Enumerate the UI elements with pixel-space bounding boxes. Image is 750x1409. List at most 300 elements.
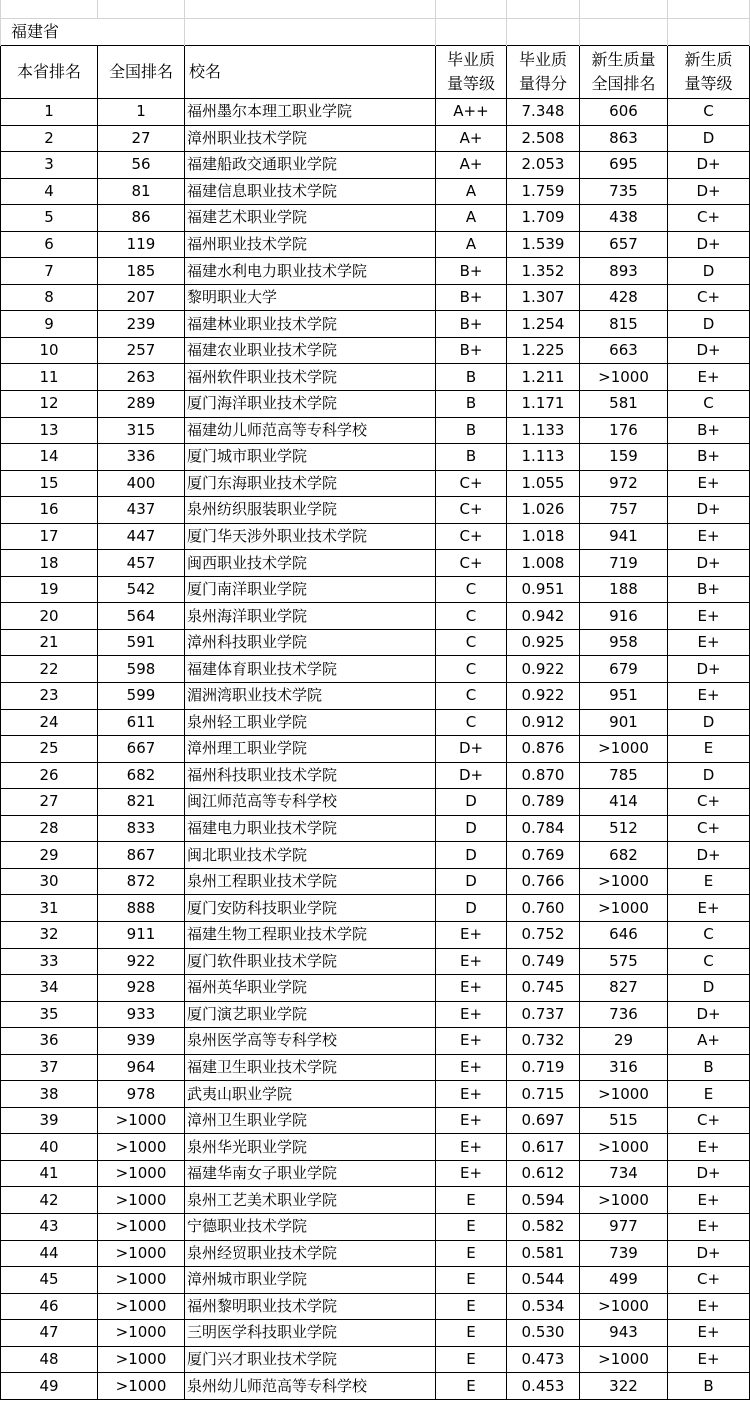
cell-national-rank[interactable]: 682 <box>98 762 185 789</box>
cell-grad-score[interactable]: 0.922 <box>507 656 580 683</box>
cell-province-rank[interactable]: 34 <box>1 975 98 1002</box>
cell-province-rank[interactable]: 23 <box>1 683 98 710</box>
cell-national-rank[interactable]: 27 <box>98 125 185 152</box>
cell-fresh-rank[interactable]: 657 <box>580 231 668 258</box>
cell-national-rank[interactable]: 978 <box>98 1081 185 1108</box>
cell-fresh-grade[interactable]: A+ <box>668 1028 750 1055</box>
cell-school-name[interactable]: 宁德职业技术学院 <box>185 1213 436 1240</box>
cell-fresh-rank[interactable]: 757 <box>580 497 668 524</box>
cell-grad-score[interactable]: 0.612 <box>507 1160 580 1187</box>
cell-province-rank[interactable]: 37 <box>1 1054 98 1081</box>
cell-grad-score[interactable]: 0.942 <box>507 603 580 630</box>
cell-grad-grade[interactable]: C+ <box>436 470 507 497</box>
cell-school-name[interactable]: 黎明职业大学 <box>185 284 436 311</box>
cell-fresh-grade[interactable]: C <box>668 99 750 126</box>
cell-province-rank[interactable]: 18 <box>1 550 98 577</box>
cell-grad-score[interactable]: 2.053 <box>507 152 580 179</box>
cell-school-name[interactable]: 厦门安防科技职业学院 <box>185 895 436 922</box>
cell-grad-grade[interactable]: D <box>436 815 507 842</box>
cell-grad-score[interactable]: 0.737 <box>507 1001 580 1028</box>
cell-national-rank[interactable]: >1000 <box>98 1134 185 1161</box>
cell-fresh-grade[interactable]: D <box>668 975 750 1002</box>
cell-grad-grade[interactable]: B <box>436 444 507 471</box>
cell-fresh-rank[interactable]: 646 <box>580 921 668 948</box>
cell-fresh-grade[interactable]: B+ <box>668 417 750 444</box>
cell-grad-score[interactable]: 0.594 <box>507 1187 580 1214</box>
cell-province-rank[interactable]: 3 <box>1 152 98 179</box>
cell-fresh-rank[interactable]: 958 <box>580 629 668 656</box>
cell-national-rank[interactable]: 185 <box>98 258 185 285</box>
cell-province-rank[interactable]: 12 <box>1 391 98 418</box>
cell-province-rank[interactable]: 44 <box>1 1240 98 1267</box>
cell-grad-grade[interactable]: A+ <box>436 125 507 152</box>
cell-grad-grade[interactable]: A <box>436 205 507 232</box>
cell-province-rank[interactable]: 8 <box>1 284 98 311</box>
cell-national-rank[interactable]: 867 <box>98 842 185 869</box>
cell-school-name[interactable]: 泉州工程职业技术学院 <box>185 868 436 895</box>
cell-fresh-grade[interactable]: D+ <box>668 550 750 577</box>
cell-grad-grade[interactable]: C <box>436 629 507 656</box>
cell-grad-score[interactable]: 1.352 <box>507 258 580 285</box>
cell-school-name[interactable]: 泉州纺织服装职业学院 <box>185 497 436 524</box>
cell-grad-grade[interactable]: D <box>436 868 507 895</box>
cell-school-name[interactable]: 漳州理工职业学院 <box>185 736 436 763</box>
cell-school-name[interactable]: 厦门海洋职业技术学院 <box>185 391 436 418</box>
cell-province-rank[interactable]: 19 <box>1 576 98 603</box>
cell-school-name[interactable]: 福建船政交通职业学院 <box>185 152 436 179</box>
cell-grad-grade[interactable]: A <box>436 231 507 258</box>
cell-grad-score[interactable]: 2.508 <box>507 125 580 152</box>
cell-fresh-grade[interactable]: E <box>668 736 750 763</box>
cell-grad-score[interactable]: 0.769 <box>507 842 580 869</box>
cell-school-name[interactable]: 厦门兴才职业技术学院 <box>185 1346 436 1373</box>
cell-grad-score[interactable]: 1.026 <box>507 497 580 524</box>
cell-grad-grade[interactable]: E <box>436 1346 507 1373</box>
cell-school-name[interactable]: 三明医学科技职业学院 <box>185 1320 436 1347</box>
cell-national-rank[interactable]: 667 <box>98 736 185 763</box>
cell-province-rank[interactable]: 7 <box>1 258 98 285</box>
cell-fresh-rank[interactable]: 499 <box>580 1267 668 1294</box>
cell-province-rank[interactable]: 21 <box>1 629 98 656</box>
cell-fresh-rank[interactable]: 736 <box>580 1001 668 1028</box>
cell-school-name[interactable]: 厦门城市职业学院 <box>185 444 436 471</box>
cell-grad-grade[interactable]: A++ <box>436 99 507 126</box>
cell-grad-score[interactable]: 0.530 <box>507 1320 580 1347</box>
cell-fresh-grade[interactable]: E+ <box>668 895 750 922</box>
cell-province-rank[interactable]: 16 <box>1 497 98 524</box>
cell-grad-grade[interactable]: C <box>436 709 507 736</box>
cell-grad-grade[interactable]: E+ <box>436 1107 507 1134</box>
cell-national-rank[interactable]: 289 <box>98 391 185 418</box>
cell-fresh-rank[interactable]: 719 <box>580 550 668 577</box>
cell-fresh-rank[interactable]: 815 <box>580 311 668 338</box>
cell-national-rank[interactable]: >1000 <box>98 1187 185 1214</box>
cell-province-rank[interactable]: 1 <box>1 99 98 126</box>
header-grad-score[interactable] <box>507 46 580 99</box>
cell-school-name[interactable]: 泉州经贸职业技术学院 <box>185 1240 436 1267</box>
cell-grad-grade[interactable]: E <box>436 1267 507 1294</box>
header-school[interactable]: 校名 <box>185 46 436 99</box>
cell-fresh-rank[interactable]: 695 <box>580 152 668 179</box>
cell-grad-score[interactable]: 0.697 <box>507 1107 580 1134</box>
cell-province-rank[interactable]: 13 <box>1 417 98 444</box>
cell-fresh-rank[interactable]: 575 <box>580 948 668 975</box>
cell-grad-grade[interactable]: E+ <box>436 921 507 948</box>
cell-grad-score[interactable]: 1.539 <box>507 231 580 258</box>
cell-fresh-grade[interactable]: E+ <box>668 1293 750 1320</box>
cell-grad-grade[interactable]: E+ <box>436 1054 507 1081</box>
cell-school-name[interactable]: 福建水利电力职业技术学院 <box>185 258 436 285</box>
cell-fresh-grade[interactable]: E+ <box>668 683 750 710</box>
cell-grad-grade[interactable]: D <box>436 789 507 816</box>
cell-school-name[interactable]: 福建卫生职业技术学院 <box>185 1054 436 1081</box>
cell-national-rank[interactable]: 315 <box>98 417 185 444</box>
cell-fresh-rank[interactable]: 606 <box>580 99 668 126</box>
cell-school-name[interactable]: 福建华南女子职业学院 <box>185 1160 436 1187</box>
cell-grad-score[interactable]: 1.225 <box>507 337 580 364</box>
cell-school-name[interactable]: 福建农业职业技术学院 <box>185 337 436 364</box>
cell-fresh-rank[interactable]: 893 <box>580 258 668 285</box>
cell-grad-score[interactable]: 0.922 <box>507 683 580 710</box>
cell-national-rank[interactable]: 599 <box>98 683 185 710</box>
cell-fresh-rank[interactable]: 581 <box>580 391 668 418</box>
cell-fresh-grade[interactable]: E+ <box>668 1346 750 1373</box>
cell-grad-grade[interactable]: E <box>436 1373 507 1400</box>
cell-fresh-rank[interactable]: >1000 <box>580 1346 668 1373</box>
cell-province-rank[interactable]: 20 <box>1 603 98 630</box>
cell-grad-grade[interactable]: D+ <box>436 736 507 763</box>
cell-school-name[interactable]: 福州职业技术学院 <box>185 231 436 258</box>
cell-fresh-grade[interactable]: D <box>668 125 750 152</box>
cell-national-rank[interactable]: 939 <box>98 1028 185 1055</box>
cell-national-rank[interactable]: 336 <box>98 444 185 471</box>
cell-national-rank[interactable]: 207 <box>98 284 185 311</box>
cell-grad-score[interactable]: 0.617 <box>507 1134 580 1161</box>
cell-grad-score[interactable]: 0.453 <box>507 1373 580 1400</box>
cell-fresh-rank[interactable]: 322 <box>580 1373 668 1400</box>
cell-fresh-grade[interactable]: B <box>668 1054 750 1081</box>
cell-fresh-rank[interactable]: >1000 <box>580 1293 668 1320</box>
cell-province-rank[interactable]: 28 <box>1 815 98 842</box>
cell-fresh-grade[interactable]: C+ <box>668 1267 750 1294</box>
cell-school-name[interactable]: 厦门东海职业技术学院 <box>185 470 436 497</box>
cell-school-name[interactable]: 福州英华职业学院 <box>185 975 436 1002</box>
cell-fresh-rank[interactable]: 316 <box>580 1054 668 1081</box>
cell-fresh-grade[interactable]: C+ <box>668 815 750 842</box>
cell-grad-grade[interactable]: E <box>436 1320 507 1347</box>
cell-school-name[interactable]: 厦门南洋职业学院 <box>185 576 436 603</box>
cell-fresh-grade[interactable]: E <box>668 868 750 895</box>
cell-school-name[interactable]: 漳州科技职业学院 <box>185 629 436 656</box>
cell-school-name[interactable]: 漳州职业技术学院 <box>185 125 436 152</box>
cell-fresh-grade[interactable]: D+ <box>668 231 750 258</box>
cell-grad-score[interactable]: 1.113 <box>507 444 580 471</box>
cell-national-rank[interactable]: >1000 <box>98 1320 185 1347</box>
cell-province-rank[interactable]: 48 <box>1 1346 98 1373</box>
cell-school-name[interactable]: 闽江师范高等专科学校 <box>185 789 436 816</box>
cell-grad-grade[interactable]: E+ <box>436 1081 507 1108</box>
cell-fresh-grade[interactable]: B <box>668 1373 750 1400</box>
cell-fresh-grade[interactable]: E+ <box>668 1320 750 1347</box>
cell-national-rank[interactable]: 928 <box>98 975 185 1002</box>
cell-fresh-rank[interactable]: >1000 <box>580 1081 668 1108</box>
cell-national-rank[interactable]: 964 <box>98 1054 185 1081</box>
cell-grad-grade[interactable]: E <box>436 1213 507 1240</box>
cell-fresh-rank[interactable]: 159 <box>580 444 668 471</box>
cell-grad-grade[interactable]: B+ <box>436 258 507 285</box>
cell-fresh-grade[interactable]: D+ <box>668 178 750 205</box>
cell-national-rank[interactable]: 564 <box>98 603 185 630</box>
cell-province-rank[interactable]: 14 <box>1 444 98 471</box>
cell-grad-grade[interactable]: E <box>436 1293 507 1320</box>
cell-grad-score[interactable]: 0.760 <box>507 895 580 922</box>
cell-fresh-rank[interactable]: >1000 <box>580 895 668 922</box>
cell-national-rank[interactable]: >1000 <box>98 1346 185 1373</box>
cell-fresh-grade[interactable]: D+ <box>668 656 750 683</box>
cell-school-name[interactable]: 泉州轻工职业学院 <box>185 709 436 736</box>
cell-grad-score[interactable]: 0.912 <box>507 709 580 736</box>
cell-fresh-rank[interactable]: 682 <box>580 842 668 869</box>
cell-province-rank[interactable]: 43 <box>1 1213 98 1240</box>
cell-national-rank[interactable]: 400 <box>98 470 185 497</box>
cell-fresh-rank[interactable]: 428 <box>580 284 668 311</box>
cell-fresh-grade[interactable]: C <box>668 921 750 948</box>
cell-national-rank[interactable]: 457 <box>98 550 185 577</box>
cell-school-name[interactable]: 福建信息职业技术学院 <box>185 178 436 205</box>
cell-province-rank[interactable]: 11 <box>1 364 98 391</box>
cell-province-rank[interactable]: 22 <box>1 656 98 683</box>
cell-grad-grade[interactable]: D <box>436 895 507 922</box>
cell-fresh-rank[interactable]: 901 <box>580 709 668 736</box>
cell-grad-score[interactable]: 0.784 <box>507 815 580 842</box>
cell-grad-grade[interactable]: E <box>436 1240 507 1267</box>
cell-fresh-grade[interactable]: D <box>668 311 750 338</box>
cell-grad-score[interactable]: 0.925 <box>507 629 580 656</box>
cell-province-rank[interactable]: 38 <box>1 1081 98 1108</box>
cell-grad-score[interactable]: 0.752 <box>507 921 580 948</box>
cell-province-rank[interactable]: 9 <box>1 311 98 338</box>
cell-national-rank[interactable]: 922 <box>98 948 185 975</box>
cell-fresh-rank[interactable]: >1000 <box>580 1134 668 1161</box>
cell-school-name[interactable]: 福州墨尔本理工职业学院 <box>185 99 436 126</box>
cell-grad-grade[interactable]: E+ <box>436 1134 507 1161</box>
cell-province-rank[interactable]: 5 <box>1 205 98 232</box>
cell-province-rank[interactable]: 42 <box>1 1187 98 1214</box>
cell-grad-grade[interactable]: E+ <box>436 1028 507 1055</box>
cell-province-rank[interactable]: 40 <box>1 1134 98 1161</box>
cell-grad-score[interactable]: 1.254 <box>507 311 580 338</box>
cell-fresh-grade[interactable]: B+ <box>668 444 750 471</box>
cell-fresh-rank[interactable]: 512 <box>580 815 668 842</box>
cell-province-rank[interactable]: 6 <box>1 231 98 258</box>
cell-grad-score[interactable]: 0.732 <box>507 1028 580 1055</box>
cell-fresh-grade[interactable]: E <box>668 1081 750 1108</box>
cell-grad-grade[interactable]: E+ <box>436 1160 507 1187</box>
cell-grad-grade[interactable]: D <box>436 842 507 869</box>
cell-fresh-grade[interactable]: D <box>668 258 750 285</box>
cell-province-rank[interactable]: 36 <box>1 1028 98 1055</box>
cell-fresh-rank[interactable]: 438 <box>580 205 668 232</box>
cell-fresh-grade[interactable]: D <box>668 762 750 789</box>
cell-fresh-grade[interactable]: D+ <box>668 337 750 364</box>
cell-grad-score[interactable]: 1.171 <box>507 391 580 418</box>
cell-national-rank[interactable]: 888 <box>98 895 185 922</box>
cell-national-rank[interactable]: 239 <box>98 311 185 338</box>
cell-national-rank[interactable]: 833 <box>98 815 185 842</box>
cell-fresh-grade[interactable]: C+ <box>668 1107 750 1134</box>
cell-national-rank[interactable]: 56 <box>98 152 185 179</box>
cell-grad-grade[interactable]: E+ <box>436 975 507 1002</box>
cell-grad-score[interactable]: 0.766 <box>507 868 580 895</box>
cell-fresh-rank[interactable]: 29 <box>580 1028 668 1055</box>
cell-province-rank[interactable]: 46 <box>1 1293 98 1320</box>
cell-grad-grade[interactable]: B <box>436 391 507 418</box>
cell-national-rank[interactable]: 437 <box>98 497 185 524</box>
cell-fresh-grade[interactable]: E+ <box>668 470 750 497</box>
cell-grad-grade[interactable]: E+ <box>436 1001 507 1028</box>
cell-national-rank[interactable]: >1000 <box>98 1107 185 1134</box>
cell-grad-grade[interactable]: B <box>436 364 507 391</box>
cell-grad-score[interactable]: 1.018 <box>507 523 580 550</box>
cell-national-rank[interactable]: >1000 <box>98 1160 185 1187</box>
cell-fresh-rank[interactable]: 739 <box>580 1240 668 1267</box>
header-fresh-rank[interactable] <box>580 46 668 99</box>
cell-school-name[interactable]: 福州黎明职业技术学院 <box>185 1293 436 1320</box>
cell-province-rank[interactable]: 10 <box>1 337 98 364</box>
cell-grad-score[interactable]: 0.581 <box>507 1240 580 1267</box>
cell-fresh-rank[interactable]: 827 <box>580 975 668 1002</box>
cell-grad-score[interactable]: 1.709 <box>507 205 580 232</box>
cell-fresh-grade[interactable]: D+ <box>668 1240 750 1267</box>
cell-fresh-rank[interactable]: >1000 <box>580 736 668 763</box>
cell-school-name[interactable]: 厦门华天涉外职业技术学院 <box>185 523 436 550</box>
cell-fresh-grade[interactable]: E+ <box>668 629 750 656</box>
cell-school-name[interactable]: 泉州工艺美术职业学院 <box>185 1187 436 1214</box>
cell-fresh-grade[interactable]: D <box>668 709 750 736</box>
cell-grad-grade[interactable]: C+ <box>436 523 507 550</box>
cell-province-rank[interactable]: 47 <box>1 1320 98 1347</box>
cell-province-rank[interactable]: 31 <box>1 895 98 922</box>
cell-fresh-rank[interactable]: 943 <box>580 1320 668 1347</box>
cell-fresh-rank[interactable]: 414 <box>580 789 668 816</box>
cell-province-rank[interactable]: 41 <box>1 1160 98 1187</box>
cell-school-name[interactable]: 泉州幼儿师范高等专科学校 <box>185 1373 436 1400</box>
cell-national-rank[interactable]: 119 <box>98 231 185 258</box>
cell-grad-grade[interactable]: D+ <box>436 762 507 789</box>
cell-national-rank[interactable]: 447 <box>98 523 185 550</box>
cell-school-name[interactable]: 福建生物工程职业技术学院 <box>185 921 436 948</box>
cell-grad-grade[interactable]: B+ <box>436 311 507 338</box>
cell-national-rank[interactable]: >1000 <box>98 1240 185 1267</box>
cell-fresh-rank[interactable]: 863 <box>580 125 668 152</box>
cell-grad-score[interactable]: 0.473 <box>507 1346 580 1373</box>
cell-fresh-grade[interactable]: C+ <box>668 789 750 816</box>
province-title[interactable]: 福建省 <box>1 19 185 46</box>
cell-grad-score[interactable]: 0.582 <box>507 1213 580 1240</box>
cell-fresh-grade[interactable]: E+ <box>668 523 750 550</box>
cell-national-rank[interactable]: 263 <box>98 364 185 391</box>
cell-fresh-rank[interactable]: 951 <box>580 683 668 710</box>
cell-fresh-grade[interactable]: C <box>668 948 750 975</box>
cell-national-rank[interactable]: 81 <box>98 178 185 205</box>
cell-grad-grade[interactable]: C+ <box>436 497 507 524</box>
cell-school-name[interactable]: 福州软件职业技术学院 <box>185 364 436 391</box>
cell-grad-score[interactable]: 0.715 <box>507 1081 580 1108</box>
cell-fresh-rank[interactable]: >1000 <box>580 1187 668 1214</box>
cell-national-rank[interactable]: 611 <box>98 709 185 736</box>
cell-province-rank[interactable]: 4 <box>1 178 98 205</box>
header-grad-grade[interactable] <box>436 46 507 99</box>
cell-fresh-rank[interactable]: 734 <box>580 1160 668 1187</box>
cell-province-rank[interactable]: 32 <box>1 921 98 948</box>
cell-fresh-rank[interactable]: 977 <box>580 1213 668 1240</box>
cell-national-rank[interactable]: 542 <box>98 576 185 603</box>
cell-fresh-rank[interactable]: >1000 <box>580 364 668 391</box>
cell-province-rank[interactable]: 15 <box>1 470 98 497</box>
cell-grad-grade[interactable]: B <box>436 417 507 444</box>
cell-grad-score[interactable]: 0.789 <box>507 789 580 816</box>
cell-grad-score[interactable]: 1.211 <box>507 364 580 391</box>
cell-grad-score[interactable]: 0.876 <box>507 736 580 763</box>
cell-fresh-rank[interactable]: >1000 <box>580 868 668 895</box>
cell-national-rank[interactable]: >1000 <box>98 1373 185 1400</box>
cell-school-name[interactable]: 福建林业职业技术学院 <box>185 311 436 338</box>
cell-fresh-grade[interactable]: E+ <box>668 1187 750 1214</box>
cell-school-name[interactable]: 福建体育职业技术学院 <box>185 656 436 683</box>
cell-grad-score[interactable]: 0.534 <box>507 1293 580 1320</box>
cell-school-name[interactable]: 武夷山职业学院 <box>185 1081 436 1108</box>
header-national-rank[interactable]: 全国排名 <box>98 46 185 99</box>
cell-grad-grade[interactable]: A+ <box>436 152 507 179</box>
cell-national-rank[interactable]: 1 <box>98 99 185 126</box>
cell-grad-score[interactable]: 1.008 <box>507 550 580 577</box>
cell-grad-grade[interactable]: E <box>436 1187 507 1214</box>
cell-national-rank[interactable]: 821 <box>98 789 185 816</box>
cell-school-name[interactable]: 泉州医学高等专科学校 <box>185 1028 436 1055</box>
cell-school-name[interactable]: 厦门软件职业技术学院 <box>185 948 436 975</box>
cell-fresh-rank[interactable]: 972 <box>580 470 668 497</box>
cell-national-rank[interactable]: 872 <box>98 868 185 895</box>
cell-grad-score[interactable]: 0.544 <box>507 1267 580 1294</box>
cell-province-rank[interactable]: 26 <box>1 762 98 789</box>
cell-province-rank[interactable]: 2 <box>1 125 98 152</box>
cell-school-name[interactable]: 闽西职业技术学院 <box>185 550 436 577</box>
cell-grad-score[interactable]: 0.749 <box>507 948 580 975</box>
cell-national-rank[interactable]: 257 <box>98 337 185 364</box>
cell-fresh-rank[interactable]: 515 <box>580 1107 668 1134</box>
cell-school-name[interactable]: 福建电力职业技术学院 <box>185 815 436 842</box>
cell-grad-score[interactable]: 1.133 <box>507 417 580 444</box>
cell-school-name[interactable]: 福建幼儿师范高等专科学校 <box>185 417 436 444</box>
cell-province-rank[interactable]: 27 <box>1 789 98 816</box>
cell-fresh-grade[interactable]: D+ <box>668 1001 750 1028</box>
cell-fresh-grade[interactable]: E+ <box>668 1213 750 1240</box>
cell-grad-score[interactable]: 0.951 <box>507 576 580 603</box>
cell-fresh-rank[interactable]: 941 <box>580 523 668 550</box>
cell-school-name[interactable]: 漳州卫生职业学院 <box>185 1107 436 1134</box>
cell-grad-grade[interactable]: C+ <box>436 550 507 577</box>
cell-fresh-rank[interactable]: 188 <box>580 576 668 603</box>
cell-province-rank[interactable]: 25 <box>1 736 98 763</box>
cell-school-name[interactable]: 闽北职业技术学院 <box>185 842 436 869</box>
header-province-rank[interactable]: 本省排名 <box>1 46 98 99</box>
cell-fresh-rank[interactable]: 916 <box>580 603 668 630</box>
cell-grad-score[interactable]: 1.307 <box>507 284 580 311</box>
cell-province-rank[interactable]: 33 <box>1 948 98 975</box>
cell-fresh-grade[interactable]: B+ <box>668 576 750 603</box>
cell-fresh-grade[interactable]: D+ <box>668 497 750 524</box>
cell-province-rank[interactable]: 45 <box>1 1267 98 1294</box>
